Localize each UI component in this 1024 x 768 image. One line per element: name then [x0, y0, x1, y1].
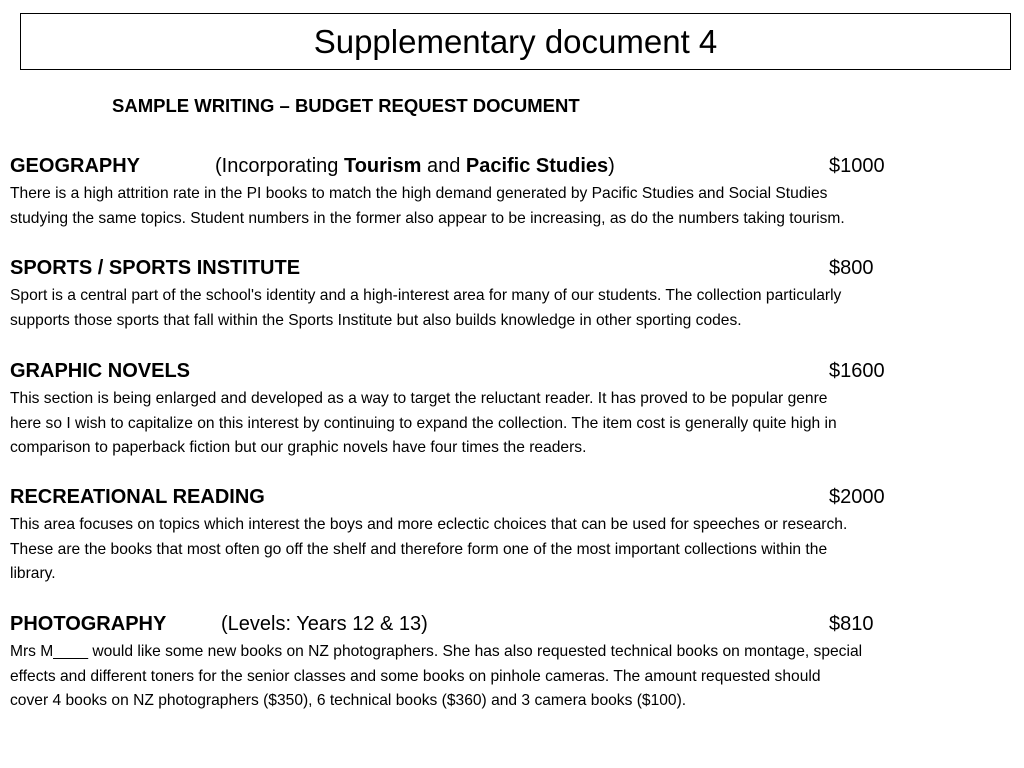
section-body	[10, 182, 1014, 231]
body-line: cover 4 books on NZ photographers ($350), 6 technical books ($360) and 3 camera books ($100).	[10, 692, 687, 709]
section-heading: RECREATIONAL READING	[10, 486, 265, 508]
section-qualifier: (Levels: Years 12 & 13)	[221, 613, 428, 635]
document-subtitle: SAMPLE WRITING – BUDGET REQUEST DOCUMENT	[112, 95, 580, 116]
section-heading-row	[10, 486, 1014, 512]
body-line: here so I wish to capitalize on this interest by continuing to expand the collection. The item cost is generally quite high in	[10, 414, 837, 432]
section-photography	[10, 613, 1014, 714]
body-line: These are the books that most often go off the shelf and therefore form one of the most important collections within the	[10, 540, 828, 558]
section-heading-row	[10, 360, 1014, 386]
section-heading: PHOTOGRAPHY	[10, 613, 167, 635]
section-heading-row	[10, 257, 1014, 283]
section-heading: GEOGRAPHY	[10, 155, 141, 177]
body-line: comparison to paperback fiction but our graphic novels have four times the readers.	[10, 439, 587, 456]
section-recreational-reading	[10, 486, 1014, 587]
body-line: supports those sports that fall within the Sports Institute but also builds knowledge in other sporting codes.	[10, 311, 742, 329]
title-box	[20, 13, 1011, 70]
body-line: library.	[10, 565, 56, 582]
section-graphic-novels	[10, 360, 1014, 461]
body-line: This section is being enlarged and developed as a way to target the reluctant reader. It has proved to be popular genre	[10, 390, 828, 407]
section-heading: GRAPHIC NOVELS	[10, 360, 191, 382]
body-line: effects and different toners for the senior classes and some books on pinhole cameras. The amount requested should	[10, 667, 821, 685]
section-body	[10, 513, 1014, 587]
body-line: studying the same topics. Student numbers in the former also appear to be increasing, as do the numbers taking tourism.	[10, 209, 845, 227]
page-title: Supplementary document 4	[313, 22, 718, 60]
budget-amount: $800	[829, 257, 874, 279]
budget-amount: $1000	[829, 155, 885, 177]
budget-amount: $1600	[829, 360, 885, 382]
section-sports	[10, 257, 1014, 333]
body-line: Mrs M____ would like some new books on NZ photographers. She has also requested technical books on montage, special	[10, 643, 863, 660]
section-body	[10, 284, 1014, 333]
section-body	[10, 640, 1014, 714]
budget-amount: $810	[829, 613, 874, 635]
section-heading-row	[10, 613, 1014, 639]
section-geography	[10, 155, 1014, 231]
section-body	[10, 387, 1014, 461]
body-line: This area focuses on topics which interest the boys and more eclectic choices that can be used for speeches or research.	[10, 516, 848, 533]
body-line: Sport is a central part of the school's identity and a high-interest area for many of our students. The collection particularly	[10, 287, 842, 304]
budget-amount: $2000	[829, 486, 885, 508]
body-line: There is a high attrition rate in the PI books to match the high demand generated by Pacific Studies and Social Studies	[10, 185, 828, 202]
section-heading-row	[10, 155, 1014, 181]
section-qualifier: (Incorporating Tourism and Pacific Studies)	[215, 155, 615, 177]
section-heading: SPORTS / SPORTS INSTITUTE	[10, 257, 301, 279]
